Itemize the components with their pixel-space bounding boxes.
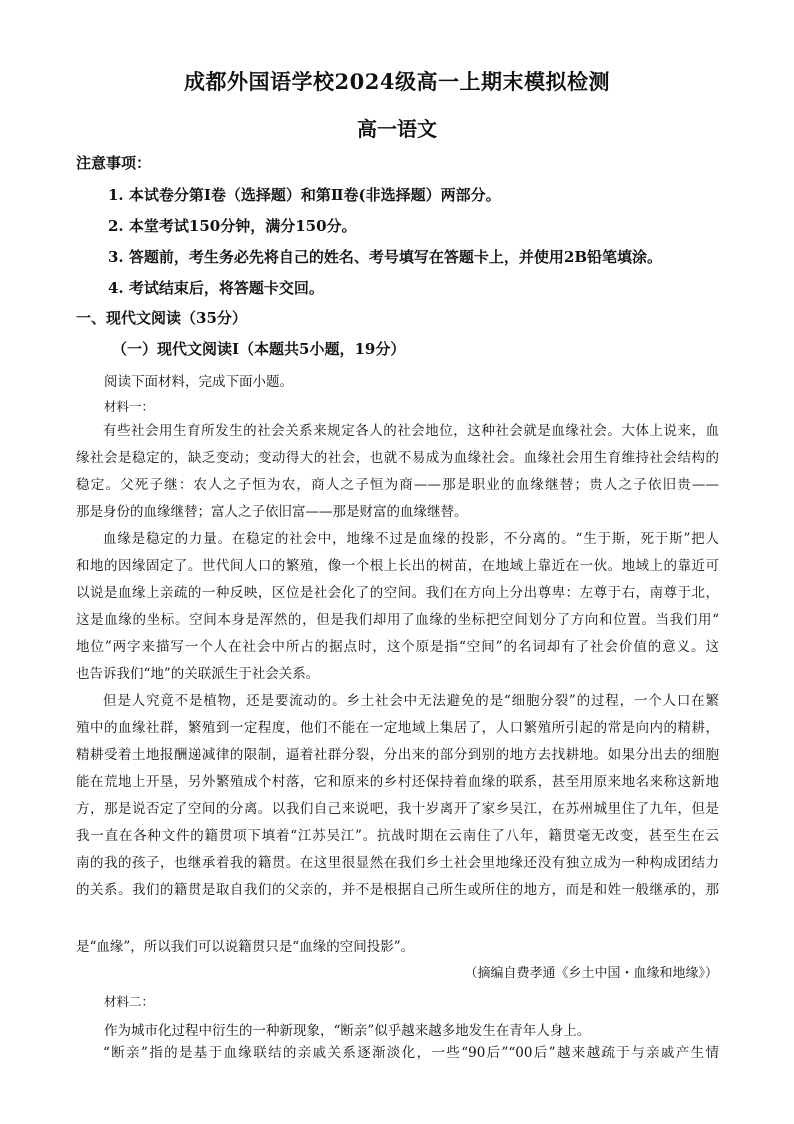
material-two-paragraph-2 xyxy=(76,1040,719,1067)
text-line: 地位”两字来描写一个人在社会中所占的据点时，这个原是指“空间”的名词却有了社会价值的意义。这 xyxy=(76,639,719,655)
reading-instruction: 阅读下面材料，完成下面小题。 xyxy=(104,374,293,390)
note-item: 2. 本堂考试150分钟，满分150分。 xyxy=(108,217,357,235)
text-line: 以说是血缘上亲疏的一种反映，区位是社会化了的空间。我们在方向上分出尊卑：左尊于右，南尊于北， xyxy=(76,585,719,601)
text-line: 那是身份的血缘继替；富人之子依旧富——那是财富的血缘继替。 xyxy=(76,504,468,520)
text-line: 精耕受着土地报酬递减律的限制，逼着社群分裂，分出来的部分到别的地方去找耕地。如果分出去的细胞 xyxy=(76,747,719,763)
text-line: 能在荒地上开垦，另外繁殖成个村落，它和原来的乡村还保持着血缘的联系，甚至用原来地名来称这新地 xyxy=(76,774,719,790)
text-line: 的关系。我们的籍贯是取自我们的父亲的，并不是根据自己所生或所住的地方，而是和姓一般继承的，那 xyxy=(76,882,719,898)
material-one-paragraph-3-end: 是“血缘”，所以我们可以说籍贯只是“血缘的空间投影”。 xyxy=(76,939,415,955)
text-line: 方，那是说否定了空间的分离。以我们自己来说吧，我十岁离开了家乡吴江，在苏州城里住了九年，但是 xyxy=(76,801,719,817)
text-line: 也告诉我们“地”的关联派生于社会关系。 xyxy=(76,666,320,682)
note-item: 3. 答题前，考生务必先将自己的姓名、考号填写在答题卡上，并使用2B铅笔填涂。 xyxy=(108,248,663,266)
text-line: 血缘是稳定的力量。在稳定的社会中，地缘不过是血缘的投影，不分离的。“生于斯，死于斯”把人 xyxy=(103,531,719,547)
text-line: 殖中的血缘社群，繁殖到一定程度，他们不能在一定地域上集居了，人口繁殖所引起的常是向内的精耕， xyxy=(76,720,719,736)
text-line: 和地的因缘固定了。世代间人口的繁殖，像一个根上长出的树苗，在地域上靠近在一伙。地域上的靠近可 xyxy=(76,558,719,574)
exam-title: 成都外国语学校2024级高一上期末模拟检测 xyxy=(184,69,610,94)
material-one-paragraph-3 xyxy=(76,688,719,904)
text-line: 这是血缘的坐标。空间本身是浑然的，但是我们却用了血缘的坐标把空间划分了方向和位置。当我们用“ xyxy=(76,612,719,628)
material-two-label: 材料二： xyxy=(104,994,155,1009)
subsection-heading: （一）现代文阅读Ⅰ（本题共5小题，19分） xyxy=(112,340,406,358)
note-item: 1. 本试卷分第Ⅰ卷（选择题）和第Ⅱ卷(非选择题）两部分。 xyxy=(108,186,501,204)
text-line: 但是人究竟不是植物，还是要流动的。乡土社会中无法避免的是“细胞分裂”的过程，一个人口在繁 xyxy=(103,693,719,709)
note-item: 4. 考试结束后，将答题卡交回。 xyxy=(108,279,324,297)
text-line: 有些社会用生育所发生的社会关系来规定各人的社会地位，这种社会就是血缘社会。大体上说来，血 xyxy=(103,423,719,439)
exam-subject: 高一语文 xyxy=(357,117,437,141)
text-line: “断亲”指的是基于血缘联结的亲戚关系逐渐淡化，一些“90后”“00后”越来越疏于与亲戚产生情 xyxy=(103,1045,719,1061)
section-heading: 一、现代文阅读（35分） xyxy=(76,309,247,327)
notes-heading: 注意事项： xyxy=(76,154,152,172)
material-two-paragraph-1: 作为城市化过程中衍生的一种新现象，“断亲”似乎越来越多地发生在青年人身上。 xyxy=(104,1023,591,1039)
source-citation: （摘编自费孝通《乡土中国・血缘和地缘》） xyxy=(464,966,718,981)
text-line: 缘社会是稳定的，缺乏变动；变动得大的社会，也就不易成为血缘社会。血缘社会用生育维持社会结构的 xyxy=(76,450,719,466)
material-one-paragraph-2 xyxy=(76,526,719,688)
material-one-paragraph-1 xyxy=(76,418,719,526)
material-one-label: 材料一： xyxy=(104,399,155,414)
text-line: 我一直在各种文件的籍贯项下填着“江苏吴江”。抗战时期在云南住了八年，籍贯毫无改变，甚至生在云 xyxy=(76,828,719,844)
text-line: 南的我的孩子，也继承着我的籍贯。在这里很显然在我们乡土社会里地缘还没有独立成为一种构成团结力 xyxy=(76,855,719,871)
text-line: 稳定。父死子继：农人之子恒为农，商人之子恒为商——那是职业的血缘继替；贵人之子依旧贵—— xyxy=(76,477,719,493)
